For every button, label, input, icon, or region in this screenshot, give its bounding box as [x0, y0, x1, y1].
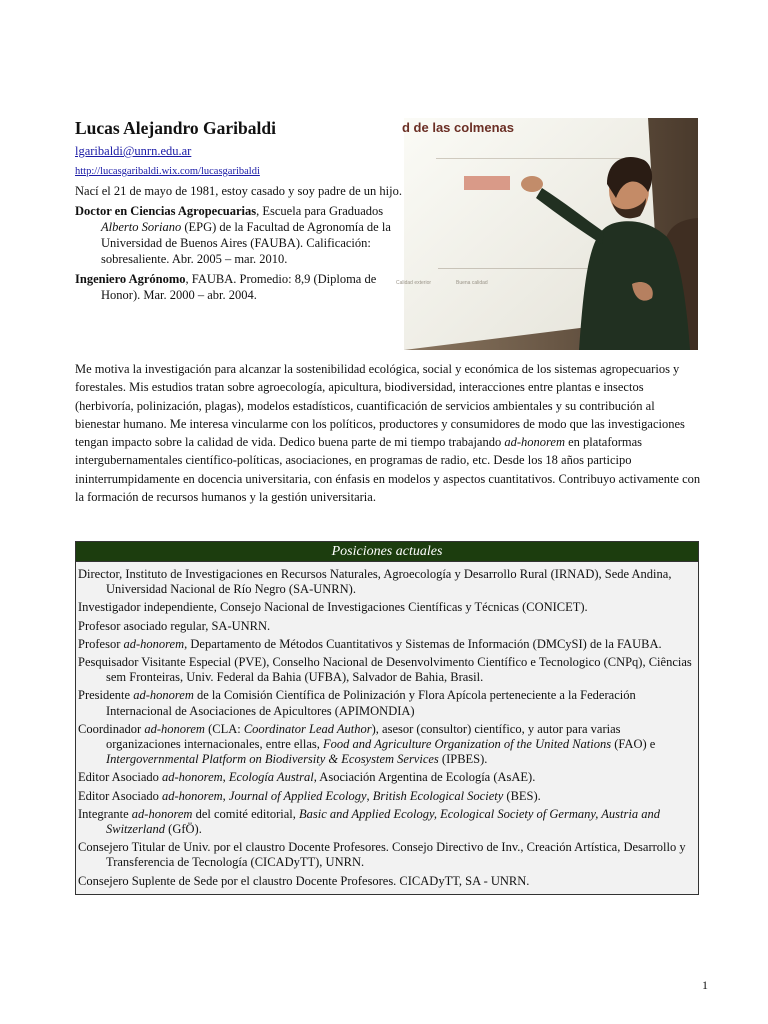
list-item: Profesor asociado regular, SA-UNRN. — [78, 618, 271, 633]
list-item: Director, Instituto de Investigaciones en Recursos Naturales, Agroecología y Desarrollo Rural (IRNAD), Sede Andina, Universidad Nacional de Río Negro (SA-UNRN). — [78, 567, 672, 597]
degree-name: Doctor en Ciencias Agropecuarias — [75, 204, 257, 218]
page-number: 1 — [702, 978, 708, 992]
presentation-photo — [396, 118, 698, 350]
website-link[interactable]: http://lucasgaribaldi.wix.com/lucasgaribaldi — [75, 166, 260, 177]
list-item: Consejero Suplente de Sede por el claustro Docente Profesores. CICADyTT, SA - UNRN. — [78, 873, 530, 888]
list-item: Coordinador ad-honorem (CLA: Coordinator Lead Author), asesor (consultor) científico, y autor para varias organizaciones internacionales, entre ellas, Food and Agriculture Organization of the United Nations (FAO) e Intergovernmental Platform on Biodiversity & Ecosystem Services (IPBES). — [78, 721, 656, 767]
profile-photo — [396, 118, 698, 350]
degree-name: Ingeniero Agrónomo — [75, 272, 186, 286]
education-engineering: Ingeniero Agrónomo, FAUBA. Promedio: 8,9 (Diploma de Honor). Mar. 2000 – abr. 2004. — [75, 272, 377, 302]
cv-header — [75, 118, 405, 307]
current-positions-section — [75, 541, 699, 895]
research-summary: Me motiva la investigación para alcanzar la sostenibilidad ecológica, social y económica de los sistemas agropecuarios y forestales. Mis estudios tratan sobre agroecología, apicultura, biodiversidad, interacciones entre plantas e insectos (herbivoría, polinización, plagas), modelos estadísticos, cuantificación de servicios ambientales y su contribución al bienestar humano. Me interesa vincularme con los políticos, productores y consumidores de modo que las investigaciones tengan impacto sobre la calidad de vida. Dedico buena parte de mi tiempo trabajando ad-honorem en plataformas intergubernamentales científico-políticas, asociaciones, en programas de radio, etc. Desde los 18 años participo ininterrumpidamente en docencia universitaria, con énfasis en modelos y aspectos cuantitativos. Contribuyo activamente con la formación de recursos humanos y la gestión universitaria. — [75, 362, 701, 505]
list-item: Editor Asociado ad-honorem, Journal of Applied Ecology, British Ecological Society (BES). — [78, 788, 541, 803]
email-link[interactable]: lgaribaldi@unrn.edu.ar — [75, 144, 192, 158]
section-title: Posiciones actuales — [76, 542, 698, 562]
slide-title: d de las colmenas — [402, 120, 514, 135]
list-item: Pesquisador Visitante Especial (PVE), Conselho Nacional de Desenvolvimento Científico e Tecnologico (CNPq), Ciências sem Fronteiras, Univ. Federal da Bahia (UFBA), Salvador de Bahia, Brasil. — [78, 655, 692, 685]
slide-axis-label: Buena calidad — [456, 280, 488, 286]
slide-axis-label: Calidad exterior — [396, 280, 432, 286]
education-doctorate: Doctor en Ciencias Agropecuarias, Escuela para Graduados Alberto Soriano (EPG) de la Facultad de Agronomía de la Universidad de Buenos Aires (FAUBA). Calificación: sobresaliente. Abr. 2005 – mar. 2010. — [75, 204, 391, 266]
list-item: Presidente ad-honorem de la Comisión Científica de Polinización y Flora Apícola perteneciente a la Federación Internacional de Asociaciones de Apicultores (APIMONDIA) — [78, 688, 636, 718]
list-item: Profesor ad-honorem, Departamento de Métodos Cuantitativos y Sistemas de Información (DMCySI) de la FAUBA. — [78, 636, 662, 651]
positions-list — [76, 562, 698, 894]
bio-text: Nací el 21 de mayo de 1981, estoy casado y soy padre de un hijo. — [75, 184, 402, 198]
list-item: Consejero Titular de Univ. por el claustro Docente Profesores. Consejo Directivo de Inv., Creación Artística, Desarrollo y Transferencia de Tecnología (CICADyTT), UNRN. — [78, 840, 686, 870]
slide-bar-mark — [464, 176, 510, 190]
presenter-hand — [521, 176, 543, 192]
list-item: Integrante ad-honorem del comité editorial, Basic and Applied Ecology, Ecological Society of Germany, Austria and Switzerland (GfÖ). — [78, 806, 660, 837]
list-item: Investigador independiente, Consejo Nacional de Investigaciones Científicas y Técnicas (CONICET). — [78, 600, 588, 615]
list-item: Editor Asociado ad-honorem, Ecología Austral, Asociación Argentina de Ecología (AsAE). — [78, 770, 536, 785]
person-name: Lucas Alejandro Garibaldi — [75, 118, 276, 138]
